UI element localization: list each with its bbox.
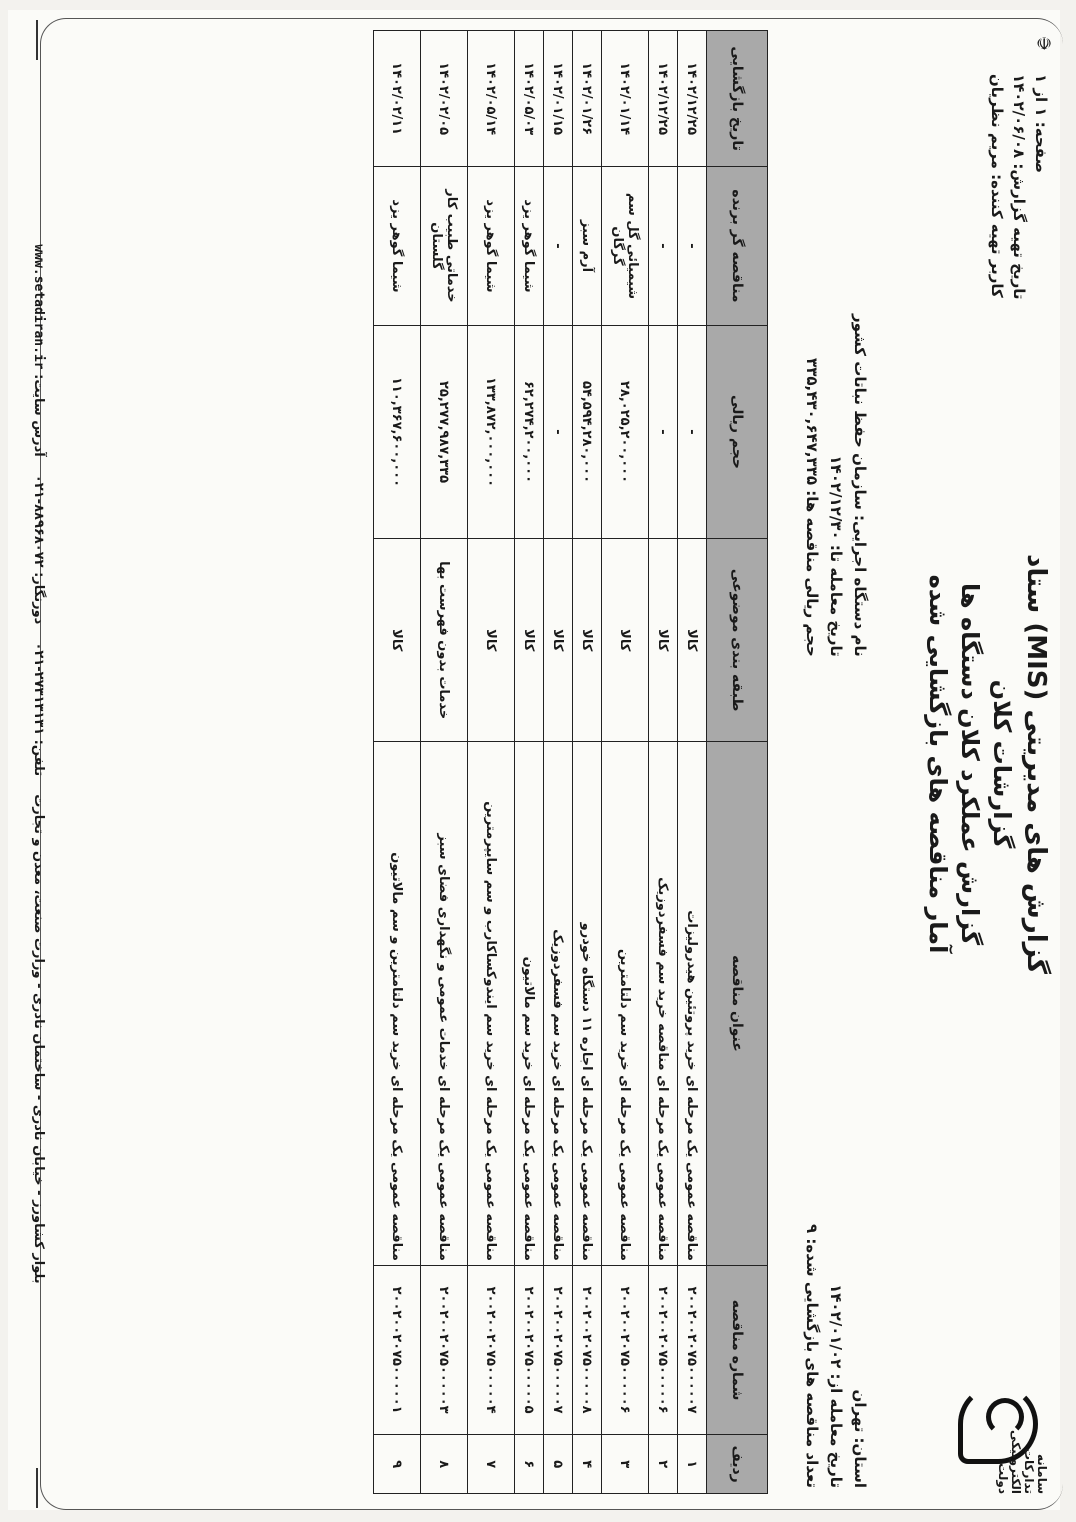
cell-amount: ۱۱۰,۳۶۷,۶۰۰,۰۰۰ xyxy=(374,325,421,539)
date-from: تاریخ معامله از: ۱۴۰۲/۰۱/۰۲ xyxy=(827,1284,845,1488)
col-open-date: تاریخ بازگشایی xyxy=(707,31,768,167)
cell-amount: ۶۲,۲۷۴,۲۰۰,۰۰۰ xyxy=(515,325,544,539)
cell-tender-number: ۲۰۰۲۰۰۲۰۷۵۰۰۰۰۰۶ xyxy=(602,1265,649,1434)
table-row xyxy=(421,31,468,1494)
report-date: تاریخ تهیه گزارش: ۱۴۰۲/۰۶/۰۸ xyxy=(1010,74,1028,300)
cell-tender-number: ۲۰۰۲۰۰۲۰۷۵۰۰۰۰۰۳ xyxy=(421,1265,468,1434)
cell-open-date: ۱۴۰۲/۰۵/۰۳ xyxy=(515,31,544,167)
cell-amount: ۲۸,۰۲۵,۲۰۰,۰۰۰ xyxy=(602,325,649,539)
cell-tender-title: مناقصه عمومی یک مرحله ای خرید سم مالاتیون xyxy=(515,742,544,1266)
cell-category: کالا xyxy=(374,539,421,742)
cell-row: ۶ xyxy=(515,1435,544,1494)
report-subtitle-2: گزارش عملکرد کلان دستگاه ها xyxy=(956,582,984,946)
preparer: کاربر تهیه کننده: مریم نظریان xyxy=(988,74,1006,298)
setad-logo xyxy=(918,1374,1048,1494)
col-row: ردیف xyxy=(707,1435,768,1494)
cell-row: ۵ xyxy=(544,1435,573,1494)
cell-winner: - xyxy=(544,167,573,325)
report-title: گزارش های مدیریتی (MIS) ستاد xyxy=(1021,554,1051,974)
report-subtitle-1: گزارشات کلان xyxy=(988,679,1016,849)
report-titles xyxy=(922,464,1054,1064)
logo-text: سامانه تدارکات الکترونیکی دولت xyxy=(996,1430,1049,1494)
cell-tender-title: مناقصه عمومی یک مرحله ای خرید سم دلتامترین و سم مالاتیون xyxy=(374,742,421,1266)
cell-tender-number: ۲۰۰۲۰۰۲۰۷۵۰۰۰۰۰۵ xyxy=(515,1265,544,1434)
cell-winner: - xyxy=(649,167,678,325)
table-row xyxy=(678,31,707,1494)
table-row xyxy=(649,31,678,1494)
date-to: تاریخ معامله تا: ۱۴۰۲/۱۲/۳۰ xyxy=(827,455,845,657)
table-row xyxy=(602,31,649,1494)
info-left xyxy=(800,314,872,657)
cell-tender-number: ۲۰۰۲۰۰۲۰۷۵۰۰۰۰۰۸ xyxy=(573,1265,602,1434)
cell-tender-number: ۲۰۰۲۰۰۲۰۷۵۰۰۰۰۰۶ xyxy=(649,1265,678,1434)
footer-site-label: آدرس سایت: xyxy=(31,374,46,457)
cell-tender-number: ۲۰۰۲۰۰۲۰۷۵۰۰۰۰۰۴ xyxy=(468,1265,515,1434)
col-amount: حجم ریالی xyxy=(707,325,768,539)
cell-row: ۴ xyxy=(573,1435,602,1494)
col-winner: مناقصه گر برنده xyxy=(707,167,768,325)
cell-row: ۳ xyxy=(602,1435,649,1494)
col-tender-title: عنوان مناقصه xyxy=(707,742,768,1266)
tenders-table xyxy=(373,30,768,1494)
cell-open-date: ۱۴۰۲/۰۱/۲۶ xyxy=(573,31,602,167)
cell-tender-title: مناقصه عمومی یک مرحله ای اجاره ۱۱ دستگاه خودرو xyxy=(573,742,602,1266)
footer-address: بلوار کشاورز - خیابان نادری - ساختمان نادری - وزارت صنعت، معدن و تجارت xyxy=(31,794,46,1284)
cell-category: کالا xyxy=(678,539,707,742)
province: استان: تهران xyxy=(851,1389,869,1488)
footer-phone: تلفن: ۲۷۳۱۳۱۳۱-۰۲۱ xyxy=(31,642,46,777)
footer-fax: دورنگار: ۸۸۹۶۸۰۷۲-۰۲۱ xyxy=(31,474,46,625)
cell-row: ۸ xyxy=(421,1435,468,1494)
document xyxy=(14,14,1062,1514)
cell-row: ۱ xyxy=(678,1435,707,1494)
cell-open-date: ۱۴۰۲/۱۲/۲۵ xyxy=(649,31,678,167)
cell-category: خدمات بدون فهرست بها xyxy=(421,539,468,742)
info-right xyxy=(800,1224,872,1488)
cell-row: ۹ xyxy=(374,1435,421,1494)
cell-open-date: ۱۴۰۲/۰۲/۱۱ xyxy=(374,31,421,167)
table-row xyxy=(374,31,421,1494)
executive-agency: نام دستگاه اجرایی: سازمان حفظ نباتات کشور xyxy=(851,314,869,657)
cell-amount: - xyxy=(678,325,707,539)
table-row xyxy=(515,31,544,1494)
cell-tender-number: ۲۰۰۲۰۰۲۰۷۵۰۰۰۰۰۱ xyxy=(374,1265,421,1434)
cell-tender-title: مناقصه عمومی یک مرحله ای خرید سم فسفردوزیک xyxy=(544,742,573,1266)
cell-tender-number: ۲۰۰۲۰۰۲۰۷۵۰۰۰۰۰۷ xyxy=(678,1265,707,1434)
cell-category: کالا xyxy=(602,539,649,742)
footer-site-url[interactable]: www.setadiran.ir xyxy=(31,244,46,370)
page-footer xyxy=(20,14,50,1514)
cell-tender-title: مناقصه عمومی یک مرحله ای مناقصه خرید سم فسفردوزیک xyxy=(649,742,678,1266)
cell-winner: شیما گوهر یزد xyxy=(374,167,421,325)
cell-open-date: ۱۴۰۲/۰۱/۱۴ xyxy=(602,31,649,167)
cell-tender-title: مناقصه عمومی یک مرحله ای خدمات عمومی و نگهداری فضای سبز xyxy=(421,742,468,1266)
cell-category: کالا xyxy=(515,539,544,742)
table-row xyxy=(573,31,602,1494)
cell-amount: ۲۵,۲۷۷,۹۸۷,۳۳۵ xyxy=(421,325,468,539)
cell-open-date: ۱۴۰۲/۱۲/۲۵ xyxy=(678,31,707,167)
cell-winner: شیما گوهر یزد xyxy=(515,167,544,325)
footer-arrow-left-icon xyxy=(37,20,39,60)
cell-tender-title: مناقصه عمومی یک مرحله ای خرید سم ایندوکساکارب و سم سایپرمترین xyxy=(468,742,515,1266)
cell-category: کالا xyxy=(649,539,678,742)
cell-amount: ۵۴,۵۹۴,۲۸۰,۰۰۰ xyxy=(573,325,602,539)
total-volume: حجم ریالی مناقصه ها: ۳۳۵,۴۳۰,۶۴۷,۳۳۵ xyxy=(803,358,821,657)
report-subtitle-3: آمار مناقصه های بازگشایی شده xyxy=(924,574,952,954)
cell-winner: آرم سبز xyxy=(573,167,602,325)
cell-row: ۷ xyxy=(468,1435,515,1494)
page-label: صفحه: ۱ از ۱ xyxy=(1032,74,1050,173)
footer-text xyxy=(31,74,46,1454)
cell-amount: - xyxy=(544,325,573,539)
opened-count: تعداد مناقصه های بازگشایی شده: ۹ xyxy=(803,1224,821,1488)
table-row xyxy=(468,31,515,1494)
cell-category: کالا xyxy=(573,539,602,742)
table-header-row xyxy=(707,31,768,1494)
emblem-icon: ☫ xyxy=(1036,34,1053,55)
cell-category: کالا xyxy=(468,539,515,742)
cell-category: کالا xyxy=(544,539,573,742)
col-tender-number: شماره مناقصه xyxy=(707,1265,768,1434)
report-meta xyxy=(986,74,1052,300)
cell-open-date: ۱۴۰۲/۰۲/۰۵ xyxy=(421,31,468,167)
cell-amount: ۱۳۳,۸۷۲,۰۰۰,۰۰۰ xyxy=(468,325,515,539)
cell-row: ۲ xyxy=(649,1435,678,1494)
cell-tender-number: ۲۰۰۲۰۰۲۰۷۵۰۰۰۰۰۷ xyxy=(544,1265,573,1434)
cell-winner: شیمیائی گل سم گرگان xyxy=(602,167,649,325)
cell-winner: شیما گوهر یزد xyxy=(468,167,515,325)
cell-winner: - xyxy=(678,167,707,325)
cell-tender-title: مناقصه عمومی یک مرحله ای خرید پروتئین هیدرولیزات xyxy=(678,742,707,1266)
table-row xyxy=(544,31,573,1494)
col-category: طبقه بندی موضوعی xyxy=(707,539,768,742)
cell-winner: خدماتی طبیب کار گلستان xyxy=(421,167,468,325)
cell-open-date: ۱۴۰۲/۰۱/۱۵ xyxy=(544,31,573,167)
report-header xyxy=(732,14,1062,1514)
cell-open-date: ۱۴۰۲/۰۵/۱۴ xyxy=(468,31,515,167)
footer-arrow-right-icon xyxy=(37,1468,39,1508)
cell-tender-title: مناقصه عمومی یک مرحله ای خرید سم دلتامترین xyxy=(602,742,649,1266)
cell-amount: - xyxy=(649,325,678,539)
